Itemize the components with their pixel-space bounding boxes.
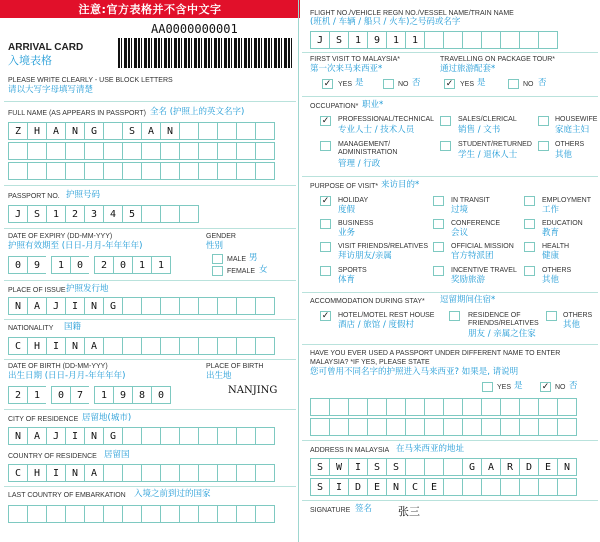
address-line2[interactable]: S I D E N C E: [310, 478, 576, 496]
acc-hotel-label: HOTEL/MOTEL REST HOUSE: [338, 312, 435, 319]
instructions-cn: 请以大写字母填写清楚: [8, 85, 94, 95]
full-name-row2[interactable]: [8, 142, 274, 160]
male-label: MALE: [227, 256, 247, 263]
pur-sports-label: SPORTS: [338, 267, 367, 274]
first-visit-no-checkbox[interactable]: [383, 79, 394, 89]
place-issue-input[interactable]: N A J I N G: [8, 297, 274, 315]
occupation-label-cn: 职业*: [362, 100, 384, 110]
occ-management-label: MANAGEMENT/ ADMINISTRATION: [338, 141, 398, 157]
acc-hotel-cn: 酒店 / 旅馆 / 度假村: [338, 320, 415, 330]
package-tour-label: TRAVELLING ON PACKAGE TOUR*: [440, 56, 556, 63]
package-tour-yes-checkbox[interactable]: ✓: [445, 79, 454, 89]
package-tour-yes-cn: 是: [477, 78, 486, 88]
city-residence-label: CITY OF RESIDENCE: [8, 416, 79, 423]
acc-hotel-checkbox[interactable]: ✓: [321, 311, 330, 321]
nationality-label-cn: 国籍: [64, 322, 82, 332]
first-visit-yes-label: YES: [338, 81, 353, 88]
occ-sales-checkbox[interactable]: [440, 116, 451, 126]
other-passport-input-row1[interactable]: [310, 398, 576, 416]
notice-banner: 注意:官方表格并不含中文字: [0, 0, 300, 18]
card-title-cn: 入境表格: [8, 54, 52, 67]
full-name-row1[interactable]: Z H A N G S A N: [8, 122, 274, 140]
pur-employment-cn: 工作: [542, 205, 560, 215]
address-label: ADDRESS IN MALAYSIA: [310, 447, 390, 454]
first-visit-label: FIRST VISIT TO MALAYSIA*: [310, 56, 400, 63]
first-visit-no-cn: 否: [412, 78, 421, 88]
acc-friends-label: RESIDENCE OF FRIENDS/RELATIVES: [468, 312, 539, 328]
pur-business-checkbox[interactable]: [320, 219, 331, 229]
pur-health-label: HEALTH: [542, 243, 570, 250]
occ-housewife-cn: 家庭主妇: [555, 125, 590, 135]
country-residence-input[interactable]: C H I N A: [8, 464, 274, 482]
gender-label-cn: 性别: [206, 241, 224, 251]
other-passport-yes-cn: 是: [514, 381, 523, 391]
pur-education-label: EDUCATION: [542, 220, 583, 227]
pob-label: PLACE OF BIRTH: [206, 363, 264, 370]
gender-female-checkbox[interactable]: [212, 266, 223, 276]
package-tour-no-label: NO: [523, 81, 534, 88]
pur-holiday-checkbox[interactable]: ✓: [321, 196, 330, 206]
occ-professional-checkbox[interactable]: ✓: [321, 116, 330, 126]
occ-others-checkbox[interactable]: [538, 141, 549, 151]
occ-sales-label: SALES/CLERICAL: [458, 116, 517, 123]
first-visit-no-label: NO: [398, 81, 409, 88]
pur-holiday-cn: 度假: [338, 205, 356, 215]
pur-conference-cn: 会议: [451, 228, 469, 238]
occupation-label: OCCUPATION*: [310, 103, 359, 110]
dob-label-cn: 出生日期 (日日-月月-年年年年): [8, 371, 126, 381]
nationality-label: NATIONALITY: [8, 325, 54, 332]
pur-sports-checkbox[interactable]: [320, 266, 331, 276]
card-title: ARRIVAL CARD: [8, 42, 84, 53]
full-name-label-cn: 全名 (护照上的英文名字): [150, 107, 245, 117]
other-passport-no-checkbox[interactable]: ✓: [541, 382, 550, 392]
first-visit-yes-checkbox[interactable]: ✓: [323, 79, 332, 89]
pur-incentive-checkbox[interactable]: [433, 266, 444, 276]
pur-holiday-label: HOLIDAY: [338, 197, 369, 204]
city-residence-label-cn: 居留地(城市): [82, 413, 132, 423]
pur-visit-cn: 拜访朋友/亲属: [338, 251, 392, 261]
pur-official-cn: 官方特派团: [451, 251, 494, 261]
pur-others-cn: 其他: [542, 275, 560, 285]
address-label-cn: 在马来西亚的地址: [396, 444, 465, 454]
flight-label: FLIGHT NO./VEHICLE REGN NO./VESSEL NAME/TRAIN NAME: [310, 10, 514, 17]
flight-label-cn: (班机 / 车辆 / 船只 / 火车)之号码或名字: [310, 17, 461, 27]
first-visit-label-cn: 第一次来马来西亚*: [310, 64, 383, 74]
flight-input[interactable]: J S 1 9 1 1: [310, 31, 557, 49]
country-residence-label-cn: 居留国: [104, 450, 130, 460]
pur-visit-label: VISIT FRIENDS/RELATIVES: [338, 243, 428, 250]
other-passport-input-row2[interactable]: [310, 418, 576, 436]
accommodation-label-cn: 逗留期间住宿*: [440, 295, 496, 305]
pur-conference-checkbox[interactable]: [433, 219, 444, 229]
embark-label-cn: 入境之前到过的国家: [134, 489, 211, 499]
instructions: PLEASE WRITE CLEARLY - USE BLOCK LETTERS: [8, 77, 173, 84]
pur-employment-label: EMPLOYMENT: [542, 197, 592, 204]
female-label-cn: 女: [259, 265, 268, 275]
pur-health-checkbox[interactable]: [524, 242, 535, 252]
occ-sales-cn: 销售 / 文书: [458, 125, 501, 135]
pur-others-label: OTHERS: [542, 267, 572, 274]
passport-label-cn: 护照号码: [66, 190, 101, 200]
other-passport-no-cn: 否: [569, 381, 578, 391]
package-tour-label-cn: 通过旅游配套*: [440, 64, 496, 74]
barcode: [118, 38, 293, 68]
first-visit-yes-cn: 是: [355, 78, 364, 88]
other-passport-q2: MALAYSIA? *IF YES, PLEASE STATE: [310, 359, 430, 366]
occ-housewife-checkbox[interactable]: [538, 116, 549, 126]
signature-label: SIGNATURE: [310, 507, 351, 514]
acc-friends-cn: 朋友 / 亲属之住家: [468, 329, 536, 339]
occ-others-cn: 其他: [555, 150, 573, 160]
place-issue-label: PLACE OF ISSUE: [8, 287, 66, 294]
full-name-label: FULL NAME (AS APPEARS IN PASSPORT): [8, 110, 146, 117]
pur-incentive-label: INCENTIVE TRAVEL: [451, 267, 517, 274]
package-tour-yes-label: YES: [460, 81, 475, 88]
purpose-label-cn: 来访目的*: [381, 180, 420, 190]
pob-label-cn: 出生地: [206, 371, 232, 381]
female-label: FEMALE: [227, 268, 256, 275]
city-residence-input[interactable]: N A J I N G: [8, 427, 274, 445]
acc-others-checkbox[interactable]: [546, 311, 557, 321]
occ-professional-label: PROFESSIONAL/TECHNICAL: [338, 116, 435, 123]
pur-official-label: OFFICIAL MISSION: [451, 243, 514, 250]
occ-student-cn: 学生 / 退休人士: [458, 150, 518, 160]
pur-others-checkbox[interactable]: [524, 266, 535, 276]
pur-employment-checkbox[interactable]: [524, 196, 535, 206]
pur-sports-cn: 体育: [338, 275, 356, 285]
gender-male-checkbox[interactable]: [212, 254, 223, 264]
pur-transit-cn: 过境: [451, 205, 469, 215]
embark-label: LAST COUNTRY OF EMBARKATION: [8, 492, 126, 499]
expiry-label-cn: 护照有效期至 (日日-月月-年年年年): [8, 241, 143, 251]
occ-professional-cn: 专业人士 / 技术人员: [338, 125, 415, 135]
gender-label: GENDER: [206, 233, 236, 240]
column-divider: [298, 0, 299, 542]
passport-label: PASSPORT NO.: [8, 193, 60, 200]
place-issue-label-cn: 护照发行地: [66, 284, 109, 294]
address-line1[interactable]: S W I S S G A R D E N: [310, 458, 576, 476]
pur-transit-checkbox[interactable]: [433, 196, 444, 206]
pur-business-cn: 业务: [338, 228, 356, 238]
pob-value[interactable]: NANJING: [228, 385, 278, 396]
other-passport-yes-checkbox[interactable]: [482, 382, 493, 392]
pur-conference-label: CONFERENCE: [451, 220, 501, 227]
expiry-input[interactable]: 0 9 1 0 2 0 1 1: [8, 256, 170, 274]
package-tour-no-checkbox[interactable]: [508, 79, 519, 89]
occ-others-label: OTHERS: [555, 141, 585, 148]
expiry-label: DATE OF EXPIRY (DD-MM-YYY): [8, 233, 113, 240]
serial-number: AA0000000001: [151, 22, 238, 36]
pur-official-checkbox[interactable]: [433, 242, 444, 252]
embark-input[interactable]: [8, 505, 274, 523]
passport-input[interactable]: J S 1 2 3 4 5: [8, 205, 198, 223]
other-passport-no-label: NO: [555, 384, 566, 391]
accommodation-label: ACCOMMODATION DURING STAY*: [310, 298, 425, 305]
occ-housewife-label: HOUSEWIFE: [555, 116, 598, 123]
dob-input[interactable]: 2 1 0 7 1 9 8 0: [8, 386, 170, 404]
occ-management-checkbox[interactable]: [320, 141, 331, 151]
pur-health-cn: 健康: [542, 251, 560, 261]
signature-value[interactable]: 张三: [398, 505, 420, 518]
signature-label-cn: 签名: [355, 504, 373, 514]
occ-management-cn: 管理 / 行政: [338, 159, 381, 169]
pur-incentive-cn: 奖励旅游: [451, 275, 486, 285]
acc-others-label: OTHERS: [563, 312, 593, 319]
country-residence-label: COUNTRY OF RESIDENCE: [8, 453, 97, 460]
purpose-label: PURPOSE OF VISIT*: [310, 183, 379, 190]
pur-education-checkbox[interactable]: [524, 219, 535, 229]
acc-friends-checkbox[interactable]: [449, 311, 460, 321]
acc-others-cn: 其他: [563, 320, 581, 330]
occ-student-checkbox[interactable]: [440, 141, 451, 151]
occ-student-label: STUDENT/RETURNED: [458, 141, 532, 148]
male-label-cn: 男: [249, 253, 258, 263]
other-passport-cn: 您可曾用不同名字的护照进入马来西亚? 如果是, 请说明: [310, 367, 519, 377]
pur-visit-checkbox[interactable]: [320, 242, 331, 252]
other-passport-yes-label: YES: [497, 384, 512, 391]
pur-business-label: BUSINESS: [338, 220, 374, 227]
full-name-row3[interactable]: [8, 162, 274, 180]
pur-education-cn: 教育: [542, 228, 560, 238]
nationality-input[interactable]: C H I N A: [8, 337, 274, 355]
dob-label: DATE OF BIRTH (DD-MM-YYY): [8, 363, 108, 370]
package-tour-no-cn: 否: [538, 78, 547, 88]
pur-transit-label: IN TRANSIT: [451, 197, 490, 204]
other-passport-q1: HAVE YOU EVER USED A PASSPORT UNDER DIFFERENT NAME TO ENTER: [310, 350, 561, 357]
